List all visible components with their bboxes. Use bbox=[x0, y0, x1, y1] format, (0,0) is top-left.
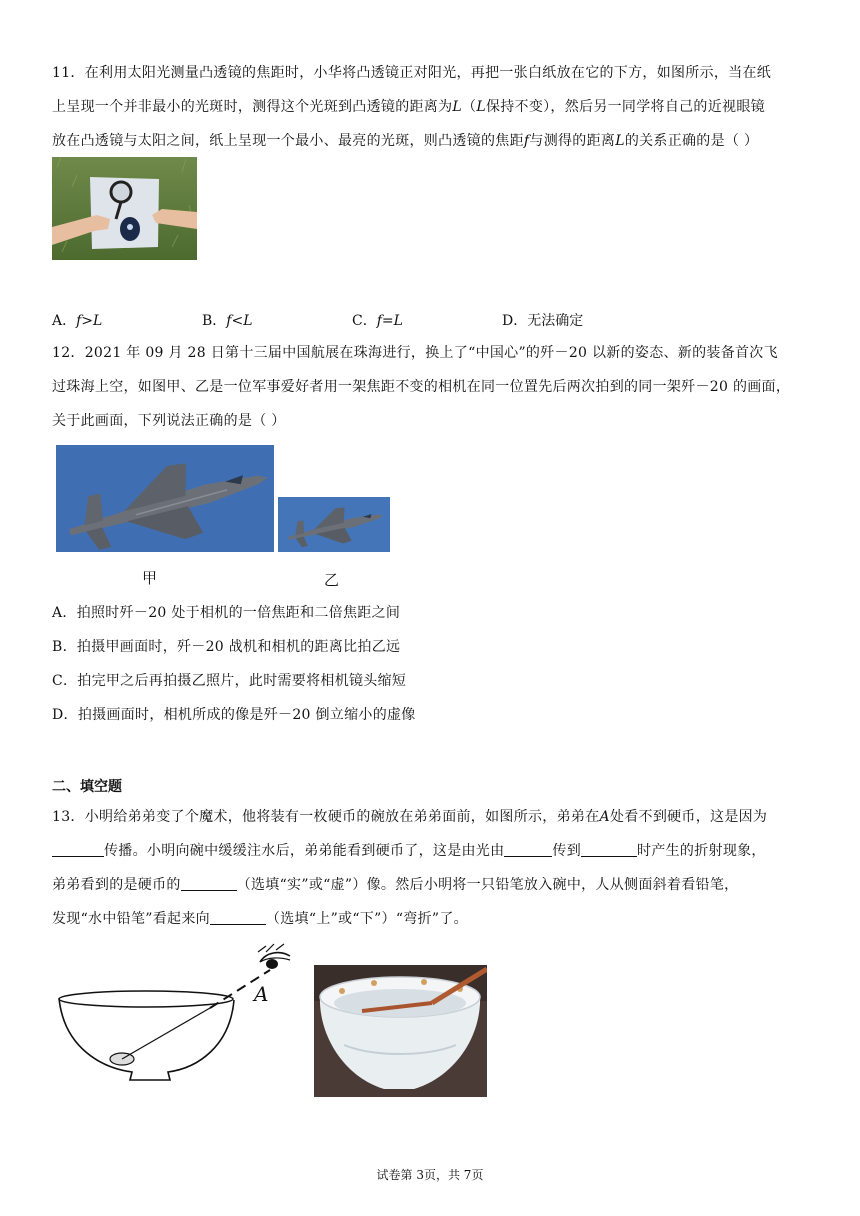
answer-blank[interactable] bbox=[504, 842, 552, 857]
q11-line-3 bbox=[52, 130, 758, 150]
option-text: f<L bbox=[226, 313, 253, 329]
answer-blank[interactable] bbox=[581, 842, 637, 857]
q13-text: 传到 bbox=[552, 843, 582, 859]
q13-bowl-diagram bbox=[52, 940, 302, 1085]
q12-photo-jia-large-jet bbox=[56, 445, 274, 552]
q13-text: 发现“水中铅笔”看起来向 bbox=[52, 911, 210, 927]
option-text: f=L bbox=[376, 313, 403, 329]
q11-var-f: f bbox=[523, 133, 530, 149]
q13-line-1 bbox=[52, 806, 767, 826]
q12-line-1: 12．2021 年 09 月 28 日第十三届中国航展在珠海进行，换上了“中国心”的歼－20 以新的姿态、新的装备首次飞 bbox=[52, 345, 778, 361]
q11-option-c bbox=[352, 310, 403, 330]
q11-text: 保持不变），然后另一同学将自己的近视眼镜 bbox=[485, 99, 765, 115]
q13-photo-pencil-in-bowl bbox=[314, 965, 487, 1097]
q11-text: （ bbox=[462, 99, 477, 115]
q13-var-a: A bbox=[599, 809, 610, 825]
q12-option-a: A．拍照时歼－20 处于相机的一倍焦距和二倍焦距之间 bbox=[52, 605, 401, 621]
option-letter: A． bbox=[52, 313, 77, 329]
q12-line-3: 关于此画面，下列说法正确的是（ ） bbox=[52, 413, 286, 429]
page-footer: 试卷第 3页，共 7页 bbox=[376, 1168, 484, 1182]
q11-var-l: L bbox=[615, 133, 625, 149]
q12-line-2: 过珠海上空，如图甲、乙是一位军事爱好者用一架焦距不变的相机在同一位置先后两次拍到的同一架歼－20 的画面， bbox=[52, 379, 791, 395]
q13-line-2 bbox=[52, 840, 766, 860]
q13-text: （选填“上”或“下”）“弯折”了。 bbox=[265, 911, 468, 927]
q12-option-b: B．拍摄甲画面时，歼－20 战机和相机的距离比拍乙远 bbox=[52, 639, 401, 655]
q12-option-c: C．拍完甲之后再拍摄乙照片，此时需要将相机镜头缩短 bbox=[52, 673, 407, 689]
q12-option-d: D．拍摄画面时，相机所成的像是歼－20 倒立缩小的虚像 bbox=[52, 707, 416, 723]
q12-caption-jia: 甲 bbox=[142, 569, 158, 587]
option-letter: D． bbox=[502, 313, 528, 329]
q11-option-d bbox=[502, 310, 583, 330]
q11-photo-lens-on-paper bbox=[52, 157, 197, 260]
q13-line-4 bbox=[52, 908, 468, 928]
answer-blank[interactable] bbox=[52, 842, 104, 857]
option-text: f>L bbox=[76, 313, 103, 329]
q13-text: 处看不到硬币，这是因为 bbox=[609, 809, 768, 825]
q13-text: 13．小明给弟弟变了个魔术，他将装有一枚硬币的碗放在弟弟面前，如图所示，弟弟在 bbox=[52, 809, 600, 825]
option-letter: C． bbox=[352, 313, 377, 329]
q11-text: 与测得的距离 bbox=[529, 133, 616, 149]
q13-line-3 bbox=[52, 874, 738, 894]
option-letter: B． bbox=[202, 313, 227, 329]
q11-option-b bbox=[202, 310, 253, 330]
q13-text: 传播。小明向碗中缓缓注水后，弟弟能看到硬币了，这是由光由 bbox=[104, 843, 505, 859]
section-heading: 二、填空题 bbox=[52, 779, 122, 795]
q12-photo-yi-small-jet bbox=[278, 497, 390, 552]
q11-var-l: L bbox=[476, 99, 486, 115]
q12-caption-yi: 乙 bbox=[324, 571, 340, 589]
q13-text: 弟弟看到的是硬币的 bbox=[52, 877, 181, 893]
option-text: 无法确定 bbox=[527, 313, 584, 329]
q13-diagram-label-a: A bbox=[254, 982, 269, 1006]
q11-line-2 bbox=[52, 96, 765, 116]
answer-blank[interactable] bbox=[181, 876, 237, 891]
q11-var-l: L bbox=[452, 99, 463, 115]
q11-text: 上呈现一个并非最小的光斑时，测得这个光斑到凸透镜的距离为 bbox=[52, 99, 453, 115]
answer-blank[interactable] bbox=[210, 910, 266, 925]
q11-line-1: 11．在利用太阳光测量凸透镜的焦距时，小华将凸透镜正对阳光，再把一张白纸放在它的下方，如图所示，当在纸 bbox=[52, 65, 772, 81]
q13-text: 时产生的折射现象， bbox=[637, 843, 766, 859]
q11-text: 放在凸透镜与太阳之间，纸上呈现一个最小、最亮的光斑，则凸透镜的焦距 bbox=[52, 133, 524, 149]
q13-text: （选填“实”或“虚”）像。然后小明将一只铅笔放入碗中，人从侧面斜着看铅笔， bbox=[236, 877, 739, 893]
q11-text: 的关系正确的是（ ） bbox=[624, 133, 759, 149]
q11-option-a bbox=[52, 310, 102, 330]
